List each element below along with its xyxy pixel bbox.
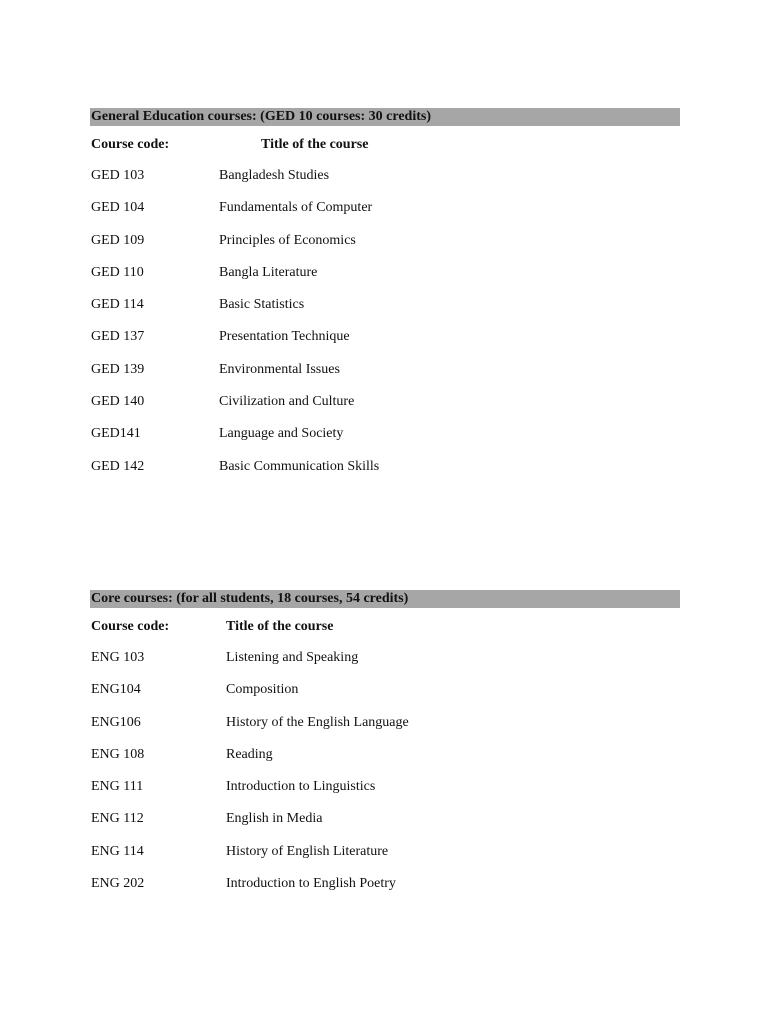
course-row [90,192,680,224]
course-title: History of the English Language [226,714,409,730]
column-header-title: Title of the course [261,137,369,152]
course-code: ENG 103 [91,650,145,665]
course-row [90,642,680,674]
course-code: GED141 [91,426,141,442]
course-row [90,868,680,900]
course-code: GED 139 [91,361,145,377]
column-header-code: Course code: [91,619,170,634]
ged-section [90,108,680,483]
course-row [90,771,680,803]
course-row [90,386,680,418]
course-row [90,707,680,739]
course-title: Civilization and Culture [219,394,355,410]
course-title: History of English Literature [226,843,389,859]
core-section [90,590,680,900]
core-column-headers [90,608,680,642]
course-title: Composition [226,682,299,698]
course-code: ENG 114 [91,843,144,859]
course-code: GED 110 [91,264,144,280]
course-title: Basic Statistics [219,297,305,313]
course-title: Basic Communication Skills [219,458,380,474]
course-row [90,354,680,386]
course-title: Language and Society [219,426,344,442]
core-section-header: Core courses: (for all students, 18 courses, 54 credits) [90,590,680,608]
course-row [90,836,680,868]
course-code: GED 142 [91,458,145,474]
course-row [90,803,680,835]
course-row [90,739,680,771]
course-row [90,289,680,321]
course-row [90,257,680,289]
column-header-title: Title of the course [226,619,334,634]
course-row [90,160,680,192]
course-code: ENG104 [91,682,141,698]
column-header-code: Course code: [91,137,170,152]
course-code: GED 104 [91,200,145,216]
course-row [90,321,680,353]
course-code: GED 109 [91,232,145,248]
course-title: Listening and Speaking [226,650,359,665]
ged-section-header: General Education courses: (GED 10 courses: 30 credits) [90,108,680,126]
course-title: Principles of Economics [219,232,356,248]
course-title: Environmental Issues [219,361,340,377]
course-code: GED 114 [91,297,144,313]
ged-column-headers [90,126,680,160]
course-row [90,225,680,257]
course-code: ENG106 [91,714,141,730]
course-title: Presentation Technique [219,329,350,345]
course-title: Bangladesh Studies [219,168,330,183]
course-code: GED 140 [91,394,145,410]
course-title: Introduction to English Poetry [226,876,396,892]
course-code: ENG 112 [91,811,144,827]
course-title: Introduction to Linguistics [226,779,376,795]
course-code: ENG 108 [91,746,145,762]
course-row [90,418,680,450]
course-row [90,674,680,706]
course-code: GED 103 [91,168,145,183]
course-code: GED 137 [91,329,145,345]
course-row [90,451,680,483]
course-code: ENG 111 [91,779,144,795]
course-title: Fundamentals of Computer [219,200,373,216]
course-title: English in Media [226,811,323,827]
course-title: Bangla Literature [219,264,318,280]
course-code: ENG 202 [91,876,145,892]
course-title: Reading [226,746,273,762]
